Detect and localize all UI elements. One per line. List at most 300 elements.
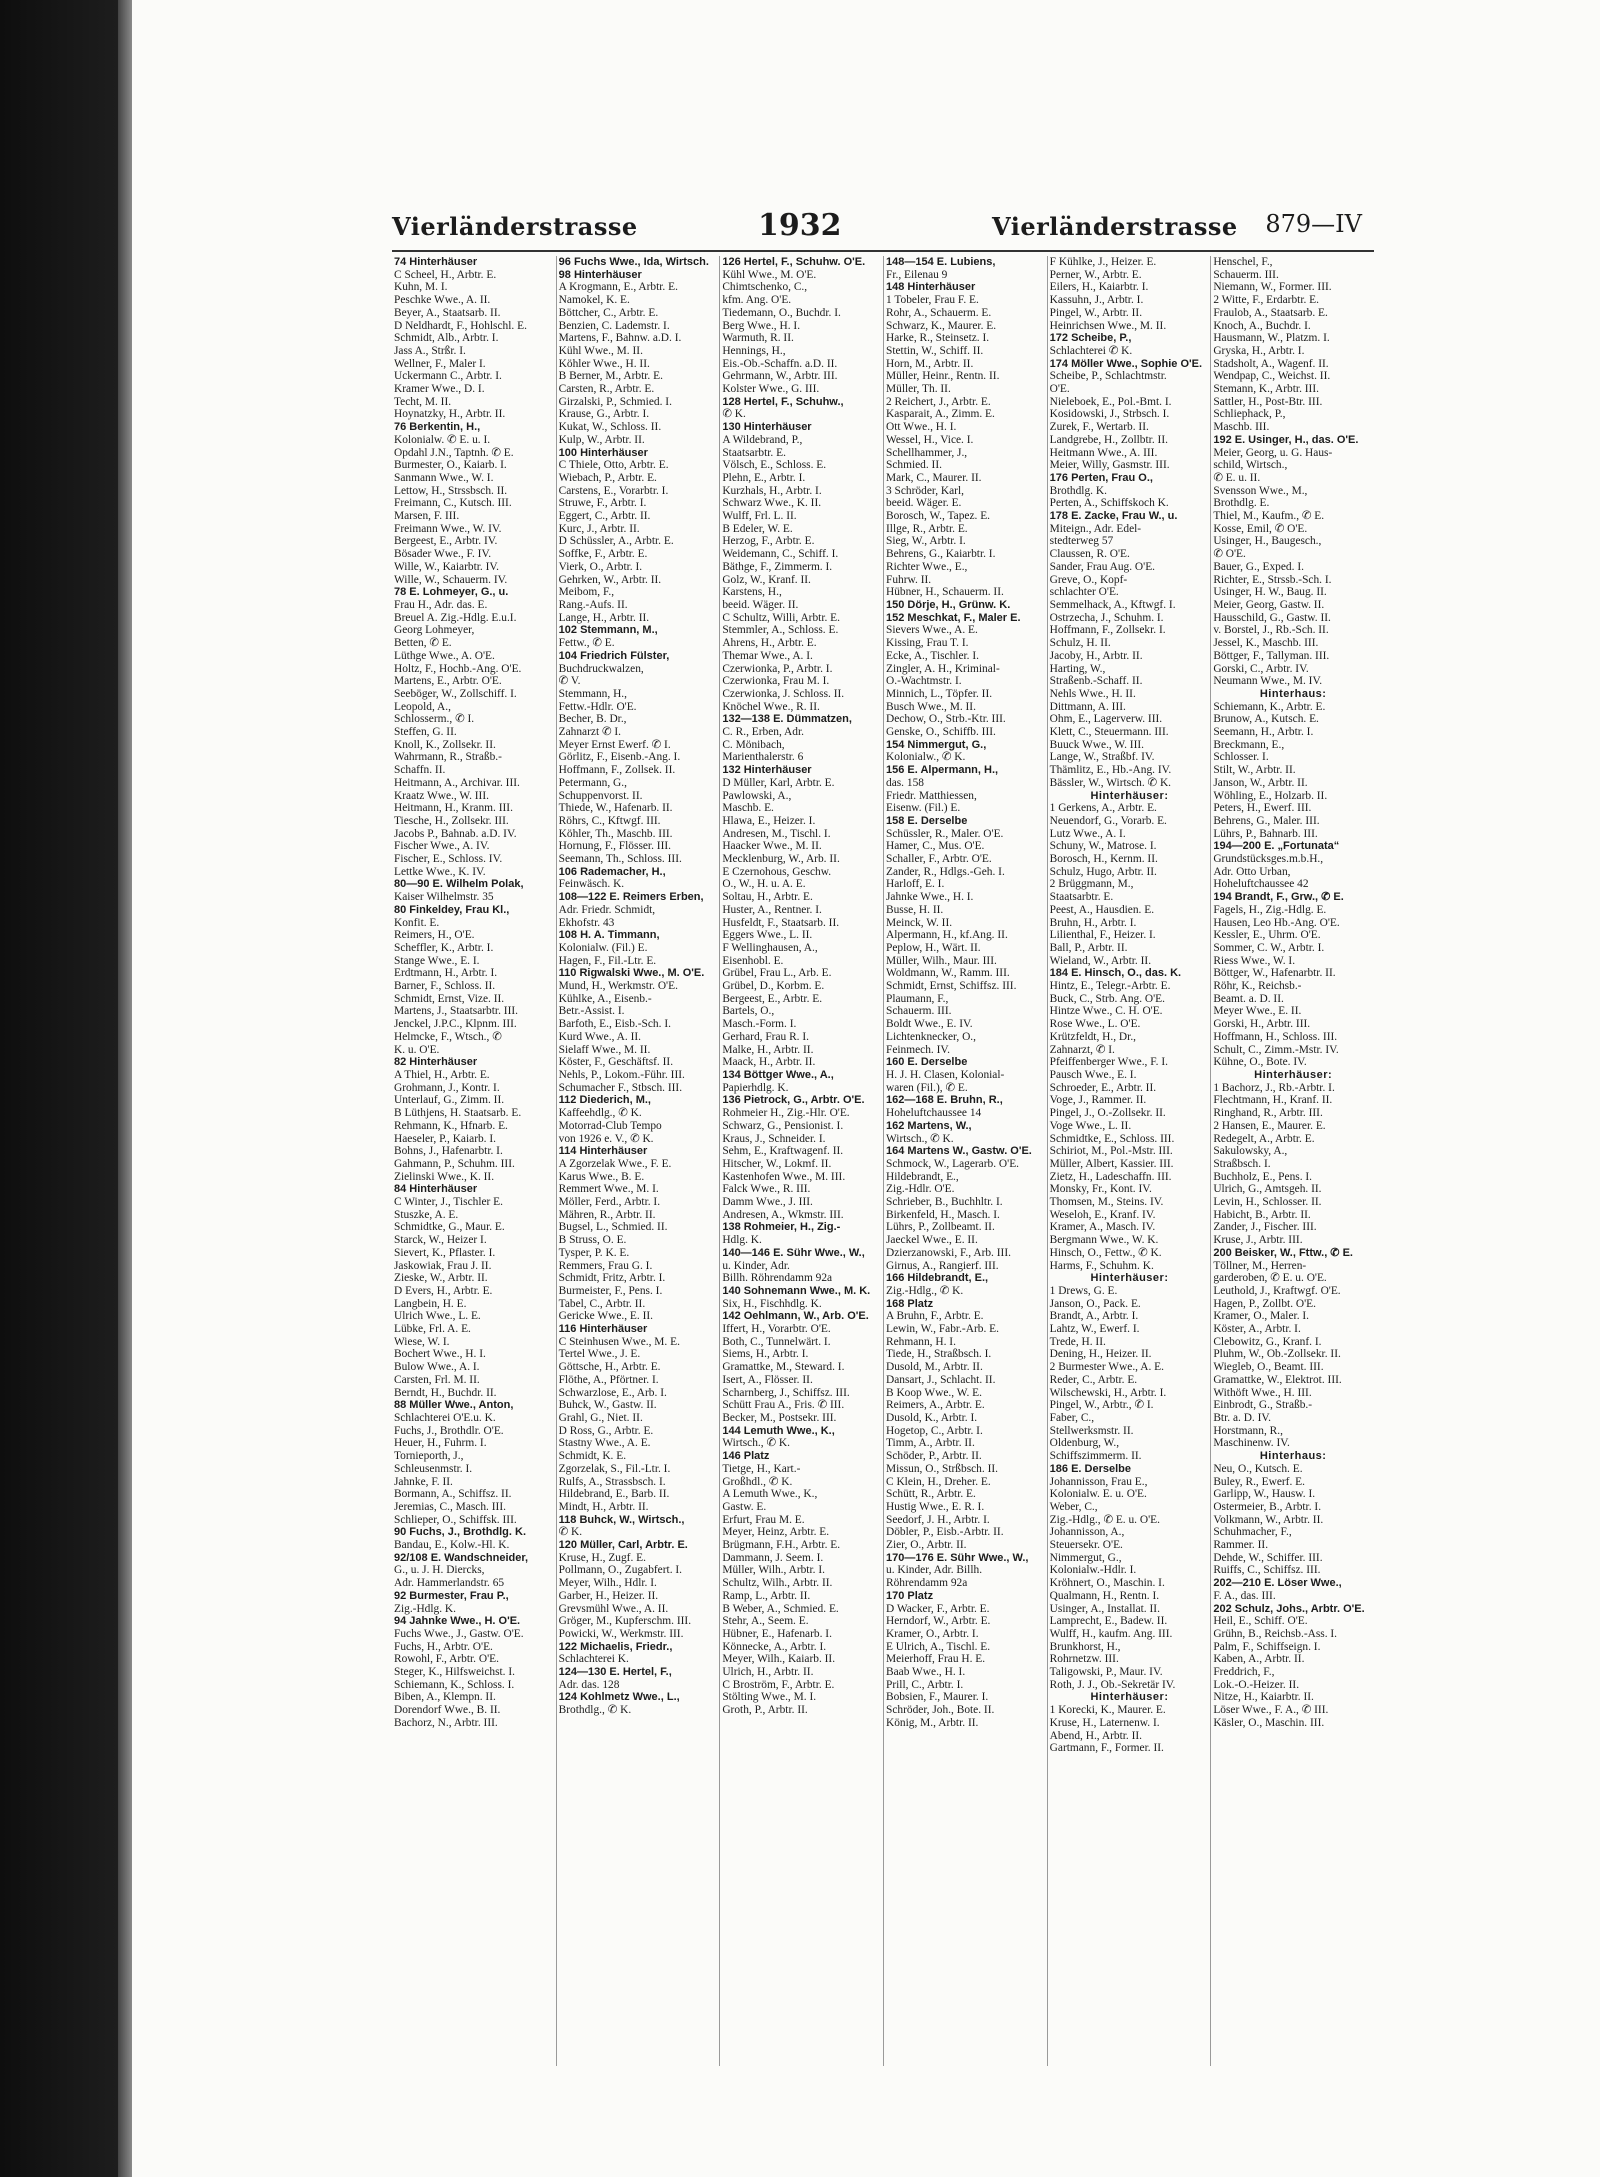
entry-heading: 146 Platz [722, 1450, 770, 1463]
entry-heading: 148 Hinterhäuser [886, 281, 976, 294]
directory-entry: Lettow, H., Strssbsch. II. [394, 484, 508, 497]
directory-entry: Erdtmann, H., Arbtr. I. [394, 967, 498, 980]
entry-heading: 88 Müller Wwe., Anton, [394, 1399, 514, 1412]
entry-heading: 106 Rademacher, H., [558, 865, 666, 878]
directory-entry: Schmidtke, E., Schloss. III. [1049, 1132, 1175, 1145]
directory-entry: Helmcke, F., Wtsch., ✆ [394, 1030, 502, 1043]
directory-entry: Ott Wwe., H. I. [886, 421, 957, 434]
directory-entry: Jacobs P., Bahnab. a.D. IV. [394, 827, 517, 840]
directory-entry: Meier, Willy, Gasmstr. III. [1049, 459, 1170, 472]
directory-entry: Schöder, P., Arbtr. II. [886, 1450, 982, 1463]
entry-heading: 132 Hinterhäuser [722, 764, 812, 777]
directory-entry: Zig.-Hdlr. O'E. [886, 1183, 955, 1196]
entry-heading: Hinterhaus: [1259, 1450, 1327, 1463]
directory-entry: Wendpap, C., Weichst. II. [1213, 370, 1331, 383]
directory-entry: Hogetop, C., Arbtr. I. [886, 1424, 983, 1437]
column-4 [883, 256, 1046, 2066]
directory-entry: Sommer, C. W., Arbtr. I. [1213, 941, 1325, 954]
directory-entry: Neu, O., Kutsch. E. [1213, 1462, 1303, 1475]
directory-entry: Lichtenknecker, O., [886, 1030, 976, 1043]
directory-entry: Birkenfeld, H., Masch. I. [886, 1208, 1000, 1221]
directory-entry: Benzien, C. Lademstr. I. [558, 319, 670, 332]
directory-entry: Meinck, W. II. [886, 916, 953, 929]
directory-entry: Voge Wwe., L. II. [1049, 1119, 1132, 1132]
entry-heading: 202—210 E. Löser Wwe., [1213, 1577, 1342, 1590]
directory-entry: Grahl, G., Niet. II. [558, 1411, 643, 1424]
directory-entry: A Zgorzelak Wwe., F. E. [558, 1157, 672, 1170]
directory-entry: Meyer, Heinz, Arbtr. E. [722, 1526, 830, 1539]
directory-entry: Schüssler, R., Maler. O'E. [886, 827, 1004, 840]
directory-entry: Gerhard, Frau R. I. [722, 1030, 809, 1043]
directory-entry: Becker, M., Postsekr. III. [722, 1411, 837, 1424]
directory-entry: Kessler, E., Uhrm. O'E. [1213, 929, 1321, 942]
directory-entry: Kramer, O., Arbtr. I. [886, 1627, 979, 1640]
street-name-right: Vierländerstrasse [992, 212, 1238, 241]
directory-entry: Hoffmann, H., Schloss. III. [1213, 1030, 1338, 1043]
entry-heading: 148—154 E. Lubiens, [886, 256, 996, 268]
column-6 [1210, 256, 1373, 2066]
directory-entry: Hoffmann, F., Zollsek. II. [558, 764, 676, 777]
directory-entry: Stastny Wwe., A. E. [558, 1437, 651, 1450]
directory-entry: Feinmech. IV. [886, 1043, 951, 1056]
directory-entry: 2 Hansen, E., Maurer. E. [1213, 1119, 1326, 1132]
directory-entry: Ulrich Wwe., L. E. [394, 1310, 481, 1323]
directory-entry: Stange Wwe., E. I. [394, 954, 480, 967]
directory-entry: B Edeler, W. E. [722, 522, 793, 535]
column-3 [719, 256, 882, 2066]
directory-entry: Landgrebe, H., Zollbtr. II. [1049, 433, 1168, 446]
directory-entry: Buck, C., Strb. Ang. O'E. [1049, 992, 1165, 1005]
directory-entry: Fuchs Wwe., J., Gastw. O'E. [394, 1627, 524, 1640]
directory-entry: Wieland, W., Arbtr. II. [1049, 954, 1152, 967]
directory-entry: Gartmann, F., Former. II. [1049, 1742, 1164, 1755]
directory-entry: K. u. O'E. [394, 1043, 440, 1056]
directory-entry: Isert, A., Flösser. II. [722, 1373, 813, 1386]
directory-entry: Riess Wwe., W. I. [1213, 954, 1296, 967]
column-5 [1047, 256, 1210, 2066]
directory-entry: Wellner, F., Maler I. [394, 357, 486, 370]
directory-entry: Wiebach, P., Arbtr. E. [558, 471, 657, 484]
directory-entry: Schellhammer, J., [886, 446, 968, 459]
directory-entry: A Bruhn, F., Arbtr. E. [886, 1310, 984, 1323]
entry-heading: 166 Hildebrandt, E., [886, 1272, 989, 1285]
directory-entry: Krützfeldt, H., Dr., [1049, 1030, 1137, 1043]
directory-entry: Lange, H., Arbtr. II. [558, 611, 650, 624]
directory-entry: Remmert Wwe., M. I. [558, 1183, 659, 1196]
directory-entry: Meyer, Wilh., Hdlr. I. [558, 1577, 657, 1590]
directory-entry: Behrens, G., Kaiarbtr. I. [886, 548, 996, 561]
directory-entry: Seeböger, W., Zollschiff. I. [394, 687, 517, 700]
directory-entry: Kaiser Wilhelmstr. 35 [394, 891, 494, 904]
directory-entry: Buchdruckwalzen, [558, 662, 644, 675]
entry-heading: 136 Pietrock, G., Arbtr. O'E. [722, 1094, 865, 1107]
entry-heading: 150 Dörje, H., Grünw. K. [886, 598, 1011, 611]
directory-entry: Heil, E., Schiff. O'E. [1213, 1615, 1308, 1628]
directory-entry: Kühne, O., Bote. IV. [1213, 1056, 1307, 1069]
directory-entry: Nimmergut, G., [1049, 1551, 1122, 1564]
directory-entry: Dusold, K., Arbtr. I. [886, 1411, 978, 1424]
directory-entry: Grevsmühl Wwe., A. II. [558, 1602, 669, 1615]
directory-entry: D Neldhardt, F., Hohlschl. E. [394, 319, 527, 332]
entry-heading: 108—122 E. Reimers Erben, [558, 891, 704, 904]
entry-heading: 140 Sohnemann Wwe., M. K. [722, 1284, 871, 1297]
directory-entry: Trede, H. II. [1049, 1335, 1106, 1348]
directory-entry: Hdlg. K. [722, 1234, 762, 1247]
directory-entry: Rohmeier H., Zig.-Hlr. O'E. [722, 1107, 850, 1120]
directory-entry: G., u. J. H. Diercks, [394, 1564, 485, 1577]
directory-entry: Powicki, W., Werkmstr. III. [558, 1627, 684, 1640]
directory-entry: Masch.-Form. I. [722, 1018, 797, 1031]
directory-entry: beeid. Wäger. E. [886, 497, 962, 510]
directory-entry: Mark, C., Maurer. II. [886, 471, 982, 484]
directory-entry: Kolonialw., ✆ K. [886, 751, 966, 764]
directory-entry: Plaumann, F., [886, 992, 949, 1005]
directory-entry: Busch Wwe., M. II. [886, 700, 976, 713]
directory-entry: Schmidt, Alb., Arbtr. I. [394, 332, 499, 345]
directory-entry: Withöft Wwe., H. III. [1213, 1386, 1312, 1399]
directory-entry: Wulff, H., kaufm. Ang. III. [1049, 1627, 1173, 1640]
directory-entry: Schrieber, B., Buchhltr. I. [886, 1196, 1003, 1209]
directory-entry: Jahnke, F. II. [394, 1475, 453, 1488]
directory-entry: Zander, J., Fischer. III. [1213, 1221, 1317, 1234]
directory-entry: Lührs, P., Zollbeamt. II. [886, 1221, 995, 1234]
directory-entry: Eisenw. (Fil.) E. [886, 802, 961, 815]
directory-entry: Jenckel, J.P.C., Klpnm. III. [394, 1018, 517, 1031]
directory-entry: Stuszke, A. E. [394, 1208, 459, 1221]
directory-entry: Böttger, W., Hafenarbtr. II. [1213, 967, 1336, 980]
directory-entry: Six, H., Fischhdlg. K. [722, 1297, 822, 1310]
directory-entry: Fettw., ✆ E. [558, 637, 615, 650]
directory-entry: Fraulob, A., Staatsarb. E. [1213, 306, 1328, 319]
directory-entry: Heinrichsen Wwe., M. II. [1049, 319, 1167, 332]
directory-entry: Redegelt, A., Arbtr. E. [1213, 1132, 1315, 1145]
directory-entry: Kastenhofen Wwe., M. III. [722, 1170, 846, 1183]
entry-heading: 124 Kohlmetz Wwe., L., [558, 1691, 680, 1704]
directory-entry: Dittmann, A. III. [1049, 700, 1126, 713]
directory-entry: Uckermann C., Arbtr. I. [394, 370, 502, 383]
directory-entry: Thiede, W., Hafenarb. II. [558, 802, 673, 815]
directory-entry: Rulfs, A., Strassbsch. I. [558, 1475, 666, 1488]
directory-entry: Schmock, W., Lagerarb. O'E. [886, 1157, 1020, 1170]
directory-entry: Pawlowski, A., [722, 789, 792, 802]
directory-entry: Janson, W., Arbtr. II. [1213, 776, 1308, 789]
directory-entry: D Müller, Karl, Arbtr. E. [722, 776, 835, 789]
directory-entry: Kurzhals, H., Arbtr. I. [722, 484, 822, 497]
directory-entry: Barfoth, E., Eisb.-Sch. I. [558, 1018, 671, 1031]
directory-entry: Schuppenvorst. II. [558, 789, 643, 802]
directory-entry: E Ulrich, A., Tischl. E. [886, 1640, 991, 1653]
directory-entry: Kühl Wwe., M. II. [558, 344, 643, 357]
directory-entry: Gehrmann, W., Arbtr. III. [722, 370, 838, 383]
directory-entry: Käsler, O., Maschin. III. [1213, 1716, 1325, 1729]
directory-entry: F Wellinghausen, A., [722, 941, 818, 954]
directory-entry: Kulp, W., Arbtr. II. [558, 433, 645, 446]
entry-heading: 154 Nimmergut, G., [886, 738, 987, 751]
directory-entry: Zig.-Hdlg., ✆ K. [886, 1284, 964, 1297]
directory-entry: Brunkhorst, H., [1049, 1640, 1121, 1653]
directory-entry: Steuersekr. O'E. [1049, 1539, 1123, 1552]
directory-entry: Nehls Wwe., H. II. [1049, 687, 1136, 700]
directory-entry: Schaller, F., Arbtr. O'E. [886, 853, 992, 866]
directory-entry: Starck, W., Heizer I. [394, 1234, 487, 1247]
directory-entry: Schultz, Wilh., Arbtr. II. [722, 1577, 833, 1590]
directory-entry: Fuchs, H., Arbtr. O'E. [394, 1640, 493, 1653]
directory-entry: Hustig Wwe., E. R. I. [886, 1500, 985, 1513]
directory-entry: Kuhn, M. I. [394, 281, 448, 294]
directory-entry: Sattler, H., Post-Btr. III. [1213, 395, 1323, 408]
directory-entry: Usinger, H. W., Baug. II. [1213, 586, 1327, 599]
directory-entry: Ostrzecha, J., Schuhm. I. [1049, 611, 1164, 624]
directory-entry: Sehm, E., Kraftwagenf. II. [722, 1145, 844, 1158]
directory-entry: Vierk, O., Arbtr. I. [558, 560, 643, 573]
directory-entry: Borosch, H., Kernm. II. [1049, 853, 1158, 866]
directory-entry: Zietz, H., Ladeschaffn. III. [1049, 1170, 1172, 1183]
directory-entry: Lahtz, W., Ewerf. I. [1049, 1323, 1140, 1336]
directory-entry: Bugsel, L., Schmied. II. [558, 1221, 668, 1234]
directory-entry: 3 Schröder, Karl, [886, 484, 964, 497]
directory-entry: Hitscher, W., Lokmf. II. [722, 1157, 832, 1170]
directory-entry: Lange, W., Straßbf. IV. [1049, 751, 1155, 764]
directory-entry: Schmidtke, G., Maur. E. [394, 1221, 505, 1234]
entry-heading: 176 Perten, Frau O., [1049, 471, 1153, 484]
directory-entry: Eis.-Ob.-Schaffn. a.D. II. [722, 357, 838, 370]
directory-entry: Flöthe, A., Pförtner. I. [558, 1373, 659, 1386]
directory-entry: Gryska, H., Arbtr. I. [1213, 344, 1305, 357]
entry-heading: 168 Platz [886, 1297, 934, 1310]
directory-entry: Döbler, P., Eisb.-Arbtr. II. [886, 1526, 1004, 1539]
directory-entry: Nieleboek, E., Pol.-Bmt. I. [1049, 395, 1172, 408]
directory-entry: Zieske, W., Arbtr. II. [394, 1272, 488, 1285]
directory-entry: Rehmann, H. I. [886, 1335, 956, 1348]
directory-entry: Kasparait, A., Zimm. E. [886, 408, 995, 421]
column-1 [392, 256, 554, 2066]
directory-entry: Timm, A., Arbtr. II. [886, 1437, 975, 1450]
directory-entry: Hlawa, E., Heizer. I. [722, 814, 816, 827]
directory-entry: Kühlke, A., Eisenb.- [558, 992, 652, 1005]
directory-entry: Friedr. Matthiessen, [886, 789, 977, 802]
directory-entry: Namokel, K. E. [558, 294, 630, 307]
directory-entry: Schuny, W., Matrose. I. [1049, 840, 1157, 853]
directory-entry: A Krogmann, E., Arbtr. E. [558, 281, 678, 294]
directory-entry: Kassuhn, J., Arbtr. I. [1049, 294, 1144, 307]
directory-entry: Frau H., Adr. das. E. [394, 598, 488, 611]
directory-entry: 1 Tobeler, Frau F. E. [886, 294, 979, 307]
directory-entry: C Scheel, H., Arbtr. E. [394, 268, 497, 281]
entry-heading: 162—168 E. Bruhn, R., [886, 1094, 1003, 1107]
directory-entry: Techt, M. II. [394, 395, 452, 408]
directory-entry: Horstmann, R., [1213, 1424, 1283, 1437]
directory-entry: 1 Gerkens, A., Arbtr. E. [1049, 802, 1157, 815]
directory-entry: Zig.-Hdlg. K. [394, 1602, 457, 1615]
directory-entry: Busse, H. II. [886, 903, 944, 916]
directory-entry: Gastw. E. [722, 1500, 767, 1513]
entry-heading: 128 Hertel, F., Schuhw., [722, 395, 844, 408]
directory-entry: Kolonialw. E. u. O'E. [1049, 1488, 1147, 1501]
directory-entry: Palm, F., Schiffseign. I. [1213, 1640, 1321, 1653]
directory-entry: Czerwionka, Frau M. I. [722, 675, 830, 688]
directory-entry: Rammer. II. [1213, 1539, 1269, 1552]
directory-entry: B Lüthjens, H. Staatsarb. E. [394, 1107, 522, 1120]
entry-heading: 122 Michaelis, Friedr., [558, 1640, 673, 1653]
directory-entry: Billh. Röhrendamm 92a [722, 1272, 833, 1285]
directory-entry: Abend, H., Arbtr. II. [1049, 1729, 1143, 1742]
directory-entry: C Steinhusen Wwe., M. E. [558, 1335, 680, 1348]
directory-entry: Hildebrandt, E., [886, 1170, 959, 1183]
directory-entry: Adr. Otto Urban, [1213, 865, 1291, 878]
directory-entry: Petermann, G., [558, 776, 627, 789]
directory-entry: Schmidt, K. E. [558, 1450, 627, 1463]
directory-entry: Dechow, O., Strb.-Ktr. III. [886, 713, 1006, 726]
directory-entry: Bulow Wwe., A. I. [394, 1361, 480, 1374]
directory-entry: Bäthge, F., Zimmerm. I. [722, 560, 833, 573]
directory-entry: B Koop Wwe., W. E. [886, 1386, 982, 1399]
directory-entry: Adr. Hammerlandstr. 65 [394, 1577, 505, 1590]
directory-entry: Schwarz, G., Pensionist. I. [722, 1119, 844, 1132]
directory-entry: 2 Reichert, J., Arbtr. E. [886, 395, 991, 408]
directory-entry: Tertel Wwe., J. E. [558, 1348, 641, 1361]
entry-heading: 194 Brandt, F., Grw., ✆ E. [1213, 891, 1344, 904]
directory-entry: Jessel, K., Maschb. III. [1213, 637, 1319, 650]
directory-entry: Schlosserm., ✆ I. [394, 713, 475, 726]
directory-entry: D Wacker, F., Arbtr. E. [886, 1602, 990, 1615]
directory-entry: Feinwäsch. K. [558, 878, 625, 891]
directory-entry: C Klein, H., Dreher. E. [886, 1475, 991, 1488]
directory-entry: Hausschild, G., Gastw. II. [1213, 611, 1331, 624]
directory-entry: Johannisson, A., [1049, 1526, 1125, 1539]
directory-entry: Burmester, O., Kaiarb. I. [394, 459, 507, 472]
directory-entry: Kruse, J., Arbtr. III. [1213, 1234, 1303, 1247]
directory-entry: Prill, C., Arbtr. I. [886, 1678, 964, 1691]
directory-entry: Brothdlg. K. [1049, 484, 1107, 497]
directory-entry: Gramattke, W., Elektrot. III. [1213, 1373, 1342, 1386]
entry-heading: 84 Hinterhäuser [394, 1183, 478, 1196]
directory-entry: Holtz, F., Hochb.-Ang. O'E. [394, 662, 522, 675]
directory-entry: Claussen, R. O'E. [1049, 548, 1130, 561]
directory-entry: O.-Wachtmstr. I. [886, 675, 962, 688]
directory-entry: Fischer Wwe., A. IV. [394, 840, 490, 853]
directory-entry: Chimtschenko, C., [722, 281, 808, 294]
directory-entry: Reimers, A., Arbtr. E. [886, 1399, 985, 1412]
directory-entry: Adr. Friedr. Schmidt, [558, 903, 656, 916]
directory-entry: Taligowski, P., Maur. IV. [1049, 1666, 1163, 1679]
directory-entry: Rowohl, F., Arbtr. O'E. [394, 1653, 499, 1666]
directory-entry: Kramer, A., Masch. IV. [1049, 1221, 1156, 1234]
directory-entry: Schiriot, M., Pol.-Mstr. III. [1049, 1145, 1173, 1158]
entry-heading: 144 Lemuth Wwe., K., [722, 1424, 835, 1437]
directory-entry: König, M., Arbtr. II. [886, 1716, 979, 1729]
directory-entry: Clebowitz, G., Kranf. I. [1213, 1335, 1322, 1348]
directory-entry: Papierhdlg. K. [722, 1081, 789, 1094]
directory-entry: Mund, H., Werkmstr. O'E. [558, 980, 678, 993]
directory-entry: u. Kinder, Adr. Billh. [886, 1564, 983, 1577]
directory-entry: Dzierzanowski, F., Arb. III. [886, 1246, 1011, 1259]
directory-entry: O., W., H. u. A. E. [722, 878, 806, 891]
directory-entry: Töllner, M., Herren- [1213, 1259, 1307, 1272]
directory-entry: Kurd Wwe., A. II. [558, 1030, 642, 1043]
directory-entry: Lührs, P., Bahnarb. III. [1213, 827, 1318, 840]
directory-entry: D Ross, G., Arbtr. E. [558, 1424, 654, 1437]
directory-entry: Ringhand, R., Arbtr. III. [1213, 1107, 1323, 1120]
scan-page-edge [118, 0, 132, 2177]
directory-entry: D Evers, H., Arbtr. E. [394, 1284, 493, 1297]
directory-entry: Bobsien, F., Maurer. I. [886, 1691, 989, 1704]
entry-heading: 118 Buhck, W., Wirtsch., [558, 1513, 685, 1526]
directory-entry: Kruse, H., Laternenw. I. [1049, 1716, 1160, 1729]
directory-entry: Pingel, W., Arbtr. II. [1049, 306, 1143, 319]
directory-entry: Zahnarzt ✆ I. [558, 726, 622, 739]
directory-entry: Missun, O., Strßbsch. II. [886, 1462, 999, 1475]
directory-entry: Freddrich, F., [1213, 1666, 1275, 1679]
directory-entry: Hagen, F., Fil.-Ltr. E. [558, 954, 657, 967]
directory-entry: D Schüssler, A., Arbtr. E. [558, 535, 674, 548]
directory-entry: Mähren, R., Arbtr. II. [558, 1208, 656, 1221]
directory-entry: Gehrken, W., Arbtr. II. [558, 573, 662, 586]
directory-entry: Janson, O., Pack. E. [1049, 1297, 1141, 1310]
directory-entry: Möller, Ferd., Arbtr. I. [558, 1196, 661, 1209]
directory-entry: Schwarzlose, E., Arb. I. [558, 1386, 667, 1399]
directory-entry: B Struss, O. E. [558, 1234, 627, 1247]
directory-entry: Löser Wwe., F. A., ✆ III. [1213, 1704, 1329, 1717]
directory-entry: Tiesche, H., Zollsekr. III. [394, 814, 509, 827]
directory-entry: Johannisson, Frau E., [1049, 1475, 1148, 1488]
directory-entry: Hamer, C., Mus. O'E. [886, 840, 985, 853]
directory-entry: Zahnarzt, ✆ I. [1049, 1043, 1115, 1056]
directory-entry: Böttger, F., Tallyman. III. [1213, 649, 1330, 662]
directory-entry: Meyer Ernst Ewerf. ✆ I. [558, 738, 671, 751]
directory-entry: Köhler Wwe., H. II. [558, 357, 650, 370]
directory-entry: Hausen, Leo Hb.-Ang. O'E. [1213, 916, 1340, 929]
directory-entry: Zander, R., Hdlgs.-Geh. I. [886, 865, 1005, 878]
directory-entry: Beamt. a. D. II. [1213, 992, 1284, 1005]
directory-entry: Grohmann, J., Kontr. I. [394, 1081, 500, 1094]
directory-entry: Schult, C., Zimm.-Mstr. IV. [1213, 1043, 1339, 1056]
directory-entry: Andresen, M., Tischl. I. [722, 827, 831, 840]
directory-entry: Svensson Wwe., M., [1213, 484, 1308, 497]
directory-entry: Hoffmann, F., Zollsekr. I. [1049, 624, 1166, 637]
directory-entry: Meier, Georg, Gastw. II. [1213, 598, 1325, 611]
directory-entry: Kramer, O., Maler. I. [1213, 1310, 1310, 1323]
directory-entry: C Winter, J., Tischler E. [394, 1196, 503, 1209]
directory-entry: Alpermann, H., kf.Ang. II. [886, 929, 1008, 942]
directory-entry: Stilt, W., Arbtr. II. [1213, 764, 1296, 777]
directory-entry: Staatsarbtr. E. [1049, 891, 1114, 904]
directory-entry: Perten, A., Schiffskoch K. [1049, 497, 1169, 510]
directory-entry: Georg Lohmeyer, [394, 624, 475, 637]
directory-entry: 1 Korecki, K., Maurer. E. [1049, 1704, 1166, 1717]
directory-entry: Eggers Wwe., L. II. [722, 929, 813, 942]
directory-entry: Schleusenmstr. I. [394, 1462, 473, 1475]
directory-entry: C Broström, F., Arbtr. E. [722, 1678, 835, 1691]
page-number: 879—IV [1265, 210, 1362, 238]
scan-dark-margin [0, 0, 130, 2177]
directory-entry: Pluhm, W., Ob.-Zollsekr. II. [1213, 1348, 1341, 1361]
directory-entry: Qualmann, H., Rentn. I. [1049, 1589, 1160, 1602]
directory-entry: Buhck, W., Gastw. II. [558, 1399, 657, 1412]
directory-entry: Schiffszimmerm. II. [1049, 1450, 1142, 1463]
entry-heading: 130 Hinterhäuser [722, 421, 812, 434]
entry-heading: 78 E. Lohmeyer, G., u. [394, 586, 509, 599]
directory-entry: Lamprecht, E., Badew. II. [1049, 1615, 1168, 1628]
directory-entry: Herzog, F., Arbtr. E. [722, 535, 815, 548]
directory-entry: Kruse, H., Zugf. E. [558, 1551, 646, 1564]
directory-entry: Tysper, P. K. E. [558, 1246, 630, 1259]
directory-entry: von 1926 e. V., ✆ K. [558, 1132, 654, 1145]
directory-entry: Bässler, W., Wirtsch. ✆ K. [1049, 776, 1172, 789]
directory-entry: Seemann, Th., Schloss. III. [558, 853, 682, 866]
directory-entry: Köhler, Th., Maschb. III. [558, 827, 673, 840]
directory-entry: C Schultz, Willi, Arbtr. E. [722, 611, 840, 624]
directory-entry: Erfurt, Frau M. E. [722, 1513, 805, 1526]
